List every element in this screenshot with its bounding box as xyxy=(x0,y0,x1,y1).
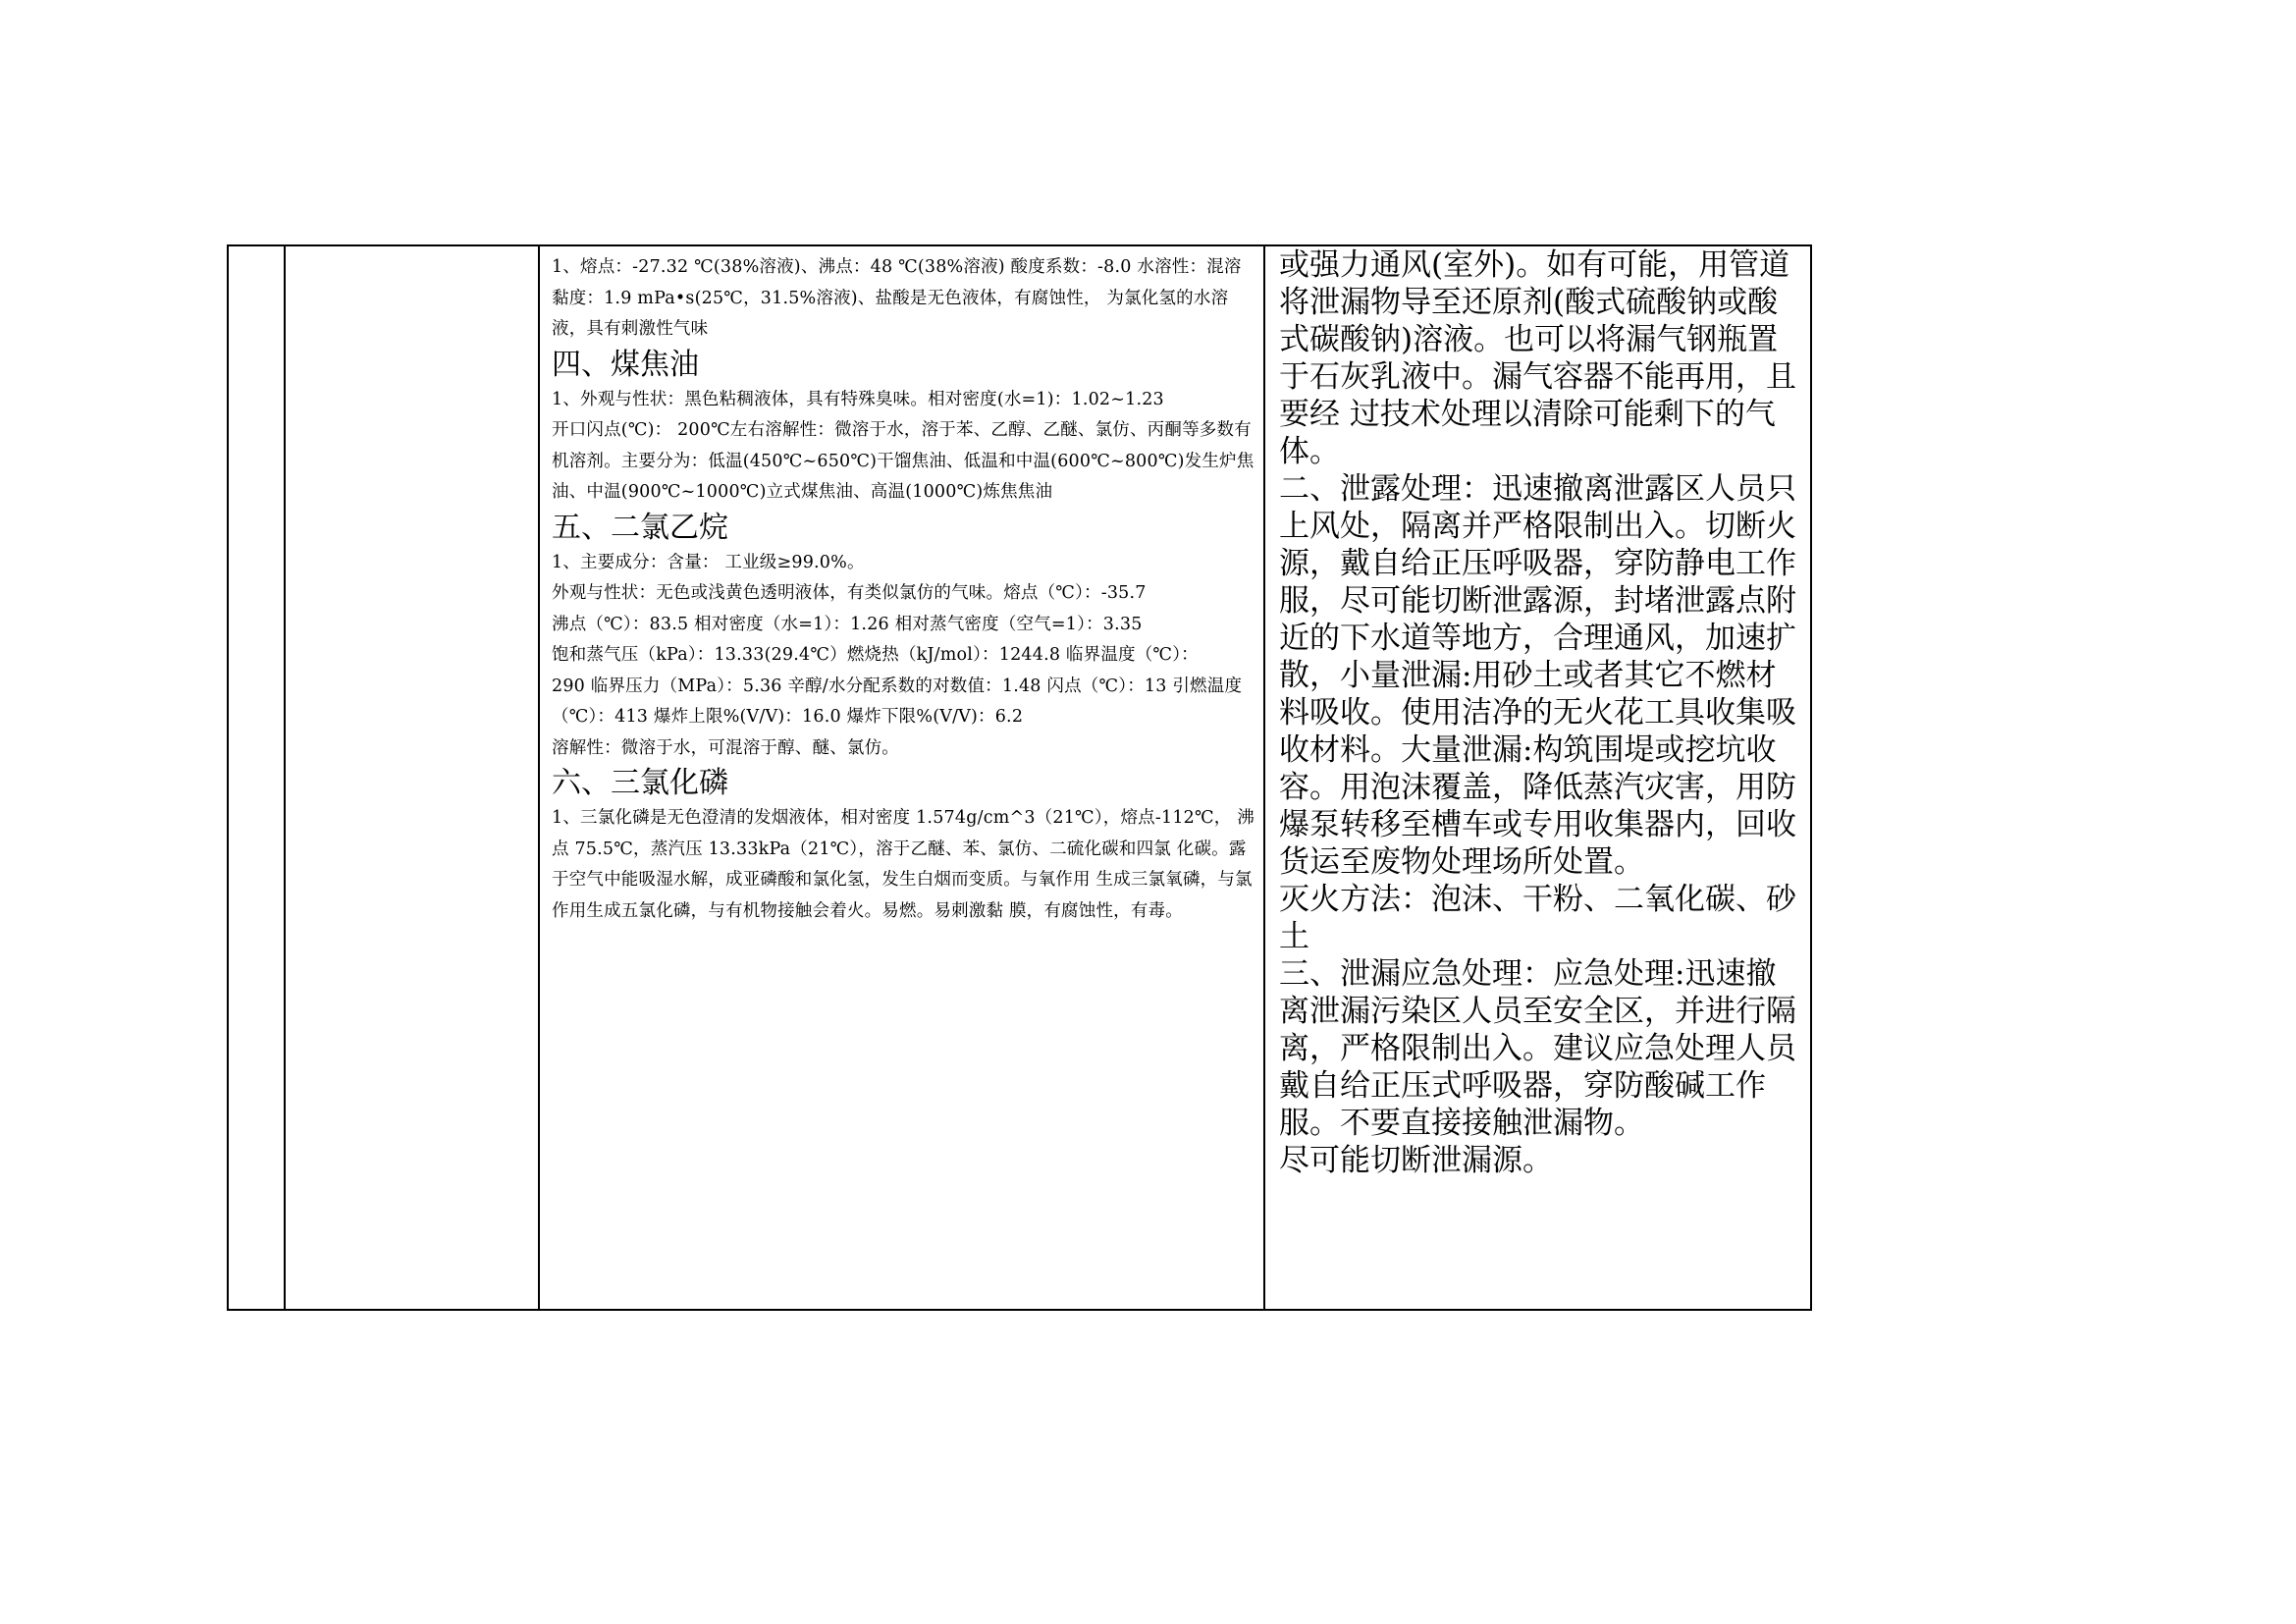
emergency-paragraph: 或强力通风(室外)。如有可能，用管道将泄漏物导至还原剂(酸式硫酸钠或酸式碳酸钠)溶液。也可以将漏气钢瓶置于石灰乳液中。漏气容器不能再用，且要经 过技术处理以清除可能剩下的气体。 xyxy=(1279,247,1796,469)
emergency-paragraph: 三、泄漏应急处理：应急处理:迅速撤离泄漏污染区人员至安全区，并进行隔离，严格限制出入。建议应急处理人员戴自给正压式呼吸器，穿防酸碱工作服。不要直接接触泄漏物。 xyxy=(1279,956,1796,1141)
section-paragraph: 饱和蒸气压（kPa）：13.33(29.4℃）燃烧热（kJ/mol）：1244.8 临界温度（℃）： xyxy=(552,645,1199,665)
section-paragraph: 外观与性状：无色或浅黄色透明液体，有类似氯仿的气味。熔点（℃）：-35.7 xyxy=(552,583,1147,603)
emergency-paragraph: 二、泄露处理：迅速撤离泄露区人员只上风处，隔离并严格限制出入。切断火源，戴自给正压呼吸器，穿防静电工作服，尽可能切断泄露源，封堵泄露点附近的下水道等地方，合理通风，加速扩散，小量泄漏:用砂土或者其它不燃材料吸收。使用洁净的无火花工具收集吸收材料。大量泄漏:构筑围堤或挖坑收容。用泡沫覆盖，降低蒸汽灾害，用防爆泵转移至槽车或专用收集器内，回收货运至废物处理场所处置。 xyxy=(1279,471,1796,880)
section-paragraph: 沸点（℃）：83.5 相对密度（水=1）：1.26 相对蒸气密度（空气=1）：3.35 xyxy=(552,614,1143,634)
document-table xyxy=(227,244,1812,1311)
table-column-index xyxy=(229,246,286,1309)
section-paragraph: 1、外观与性状：黑色粘稠液体，具有特殊臭味。相对密度(水=1)：1.02~1.23 xyxy=(552,389,1164,409)
section-paragraph: 1、三氯化磷是无色澄清的发烟液体，相对密度 1.574g/cm^3（21℃），熔点-112℃， 沸点 75.5℃，蒸汽压 13.33kPa（21℃），溶于乙醚、苯、氯仿、二硫化碳和四氯 化碳。露于空气中能吸湿水解，成亚磷酸和氯化氢，发生白烟而变质。与氧作用 生成三氯氧磷，与氯作用生成五氯化磷，与有机物接触会着火。易燃。易刺激黏 膜，有腐蚀性，有毒。 xyxy=(552,808,1255,921)
table-column-category xyxy=(286,246,540,1309)
intro-paragraph: 1、熔点：-27.32 ℃(38%溶液)、沸点：48 ℃(38%溶液) 酸度系数：-8.0 水溶性：混溶 黏度：1.9 mPa•s(25℃，31.5%溶液)、盐酸是无色液体，有腐蚀性， 为氯化氢的水溶液，具有刺激性气味 xyxy=(552,257,1242,339)
section-paragraph: 290 临界压力（MPa）：5.36 辛醇/水分配系数的对数值：1.48 闪点（℃）：13 引燃温度（℃）：413 爆炸上限%(V/V)：16.0 爆炸下限%(V/V)：6.2 xyxy=(552,676,1243,727)
section-heading: 五、二氯乙烷 xyxy=(552,510,728,545)
section-paragraph: 开口闪点(℃)： 200℃左右溶解性：微溶于水，溶于苯、乙醇、乙醚、氯仿、丙酮等多数有机溶剂。主要分为：低温(450℃~650℃)干馏焦油、低温和中温(600℃~800℃)发生炉焦油、中温(900℃~1000℃)立式煤焦油、高温(1000℃)炼焦焦油 xyxy=(552,420,1255,502)
section-paragraph: 溶解性：微溶于水，可混溶于醇、醚、氯仿。 xyxy=(552,737,899,758)
section-paragraph: 1、主要成分：含量： 工业级≥99.0%。 xyxy=(552,552,865,572)
table-column-properties xyxy=(540,246,1265,1309)
table-column-emergency xyxy=(1265,246,1810,1309)
section-heading: 四、煤焦油 xyxy=(552,347,699,382)
emergency-paragraph: 灭火方法：泡沫、干粉、二氧化碳、砂土 xyxy=(1279,882,1796,954)
section-heading: 六、三氯化磷 xyxy=(552,766,728,800)
emergency-paragraph: 尽可能切断泄漏源。 xyxy=(1279,1143,1553,1178)
